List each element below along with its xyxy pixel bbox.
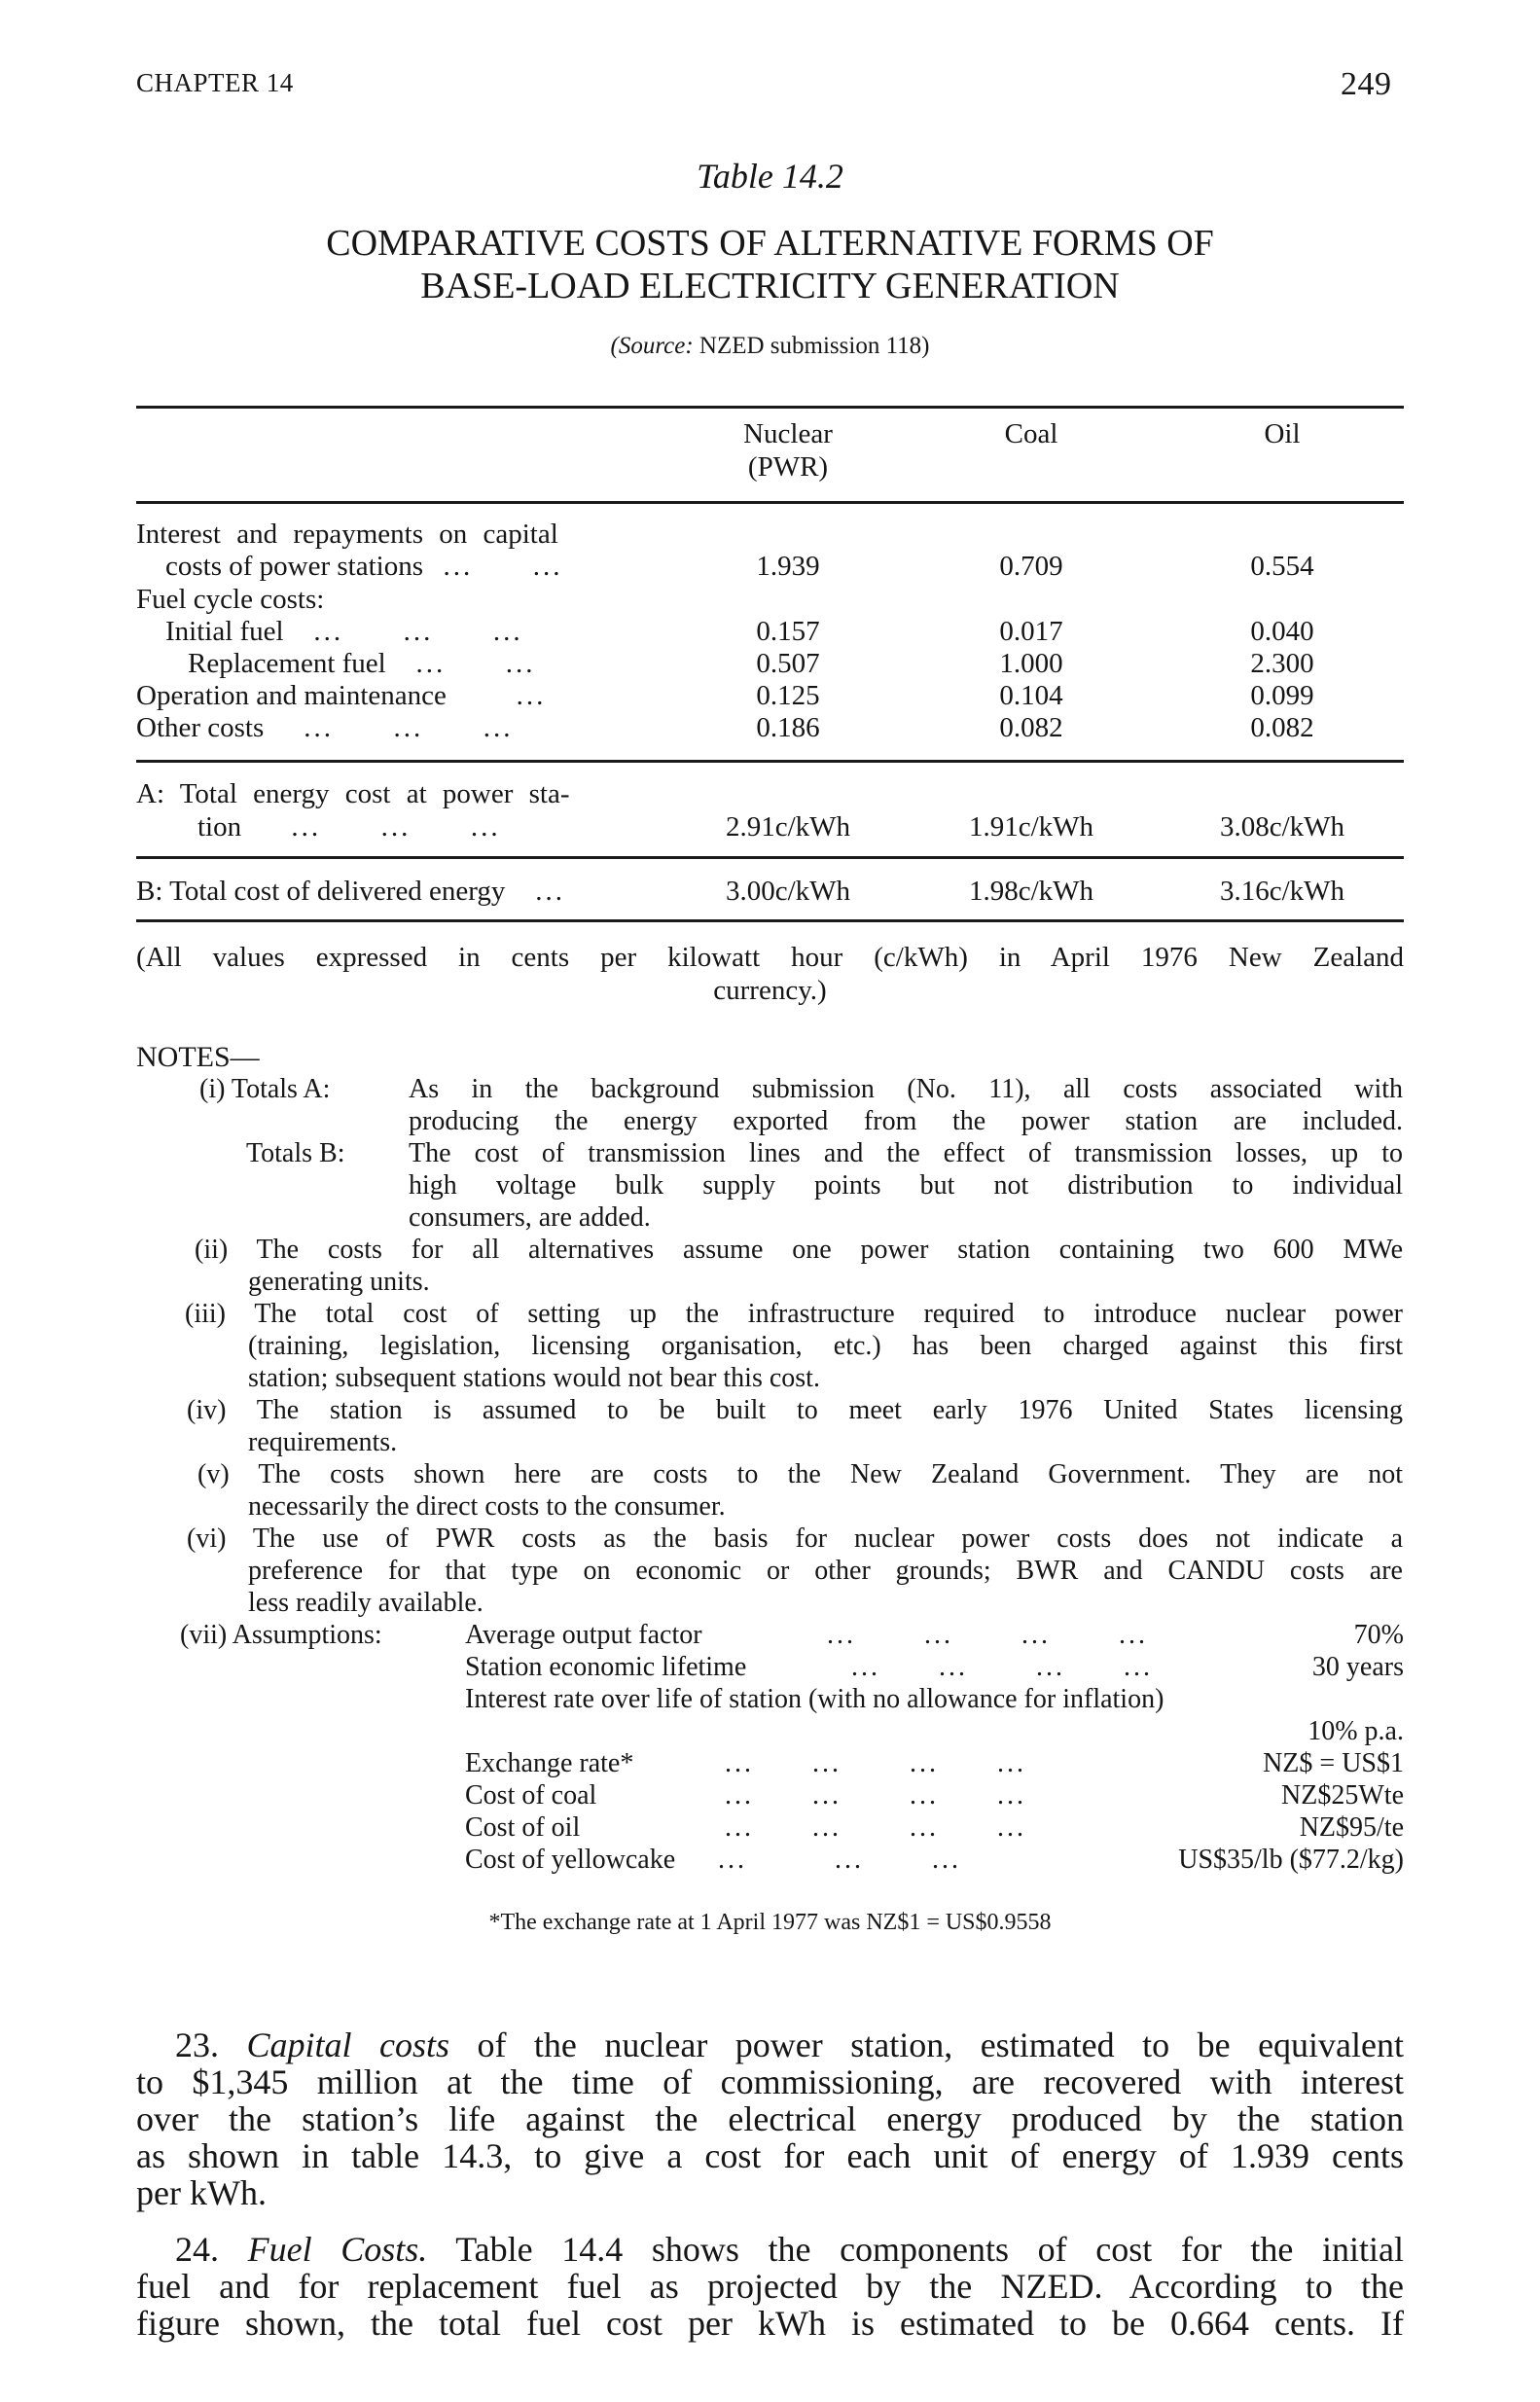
paragraph-24-heading: Fuel Costs. <box>247 2230 428 2269</box>
assumption-label: Average output factor <box>465 1620 702 1650</box>
assumption-leader: ... ... ... ... <box>725 1780 1026 1810</box>
col-header-oil: Oil <box>1264 418 1301 449</box>
note-i-b-label: Totals B: <box>246 1138 345 1168</box>
paragraph-23-line: of the nuclear power station, estimated to be equivalent <box>477 2026 1405 2064</box>
paragraph-23 <box>136 2026 1404 2211</box>
source-text: NZED submission 118) <box>698 333 930 359</box>
note-i-a-line2: producing the energy exported from the power station are included. <box>409 1106 1403 1136</box>
cell-operation-coal: 0.104 <box>999 680 1063 711</box>
row-label-interest-line2: costs of power stations <box>165 551 423 582</box>
table-header-rule <box>136 501 1404 504</box>
note-i-b-line2: high voltage bulk supply points but not distribution to individual <box>409 1170 1403 1201</box>
assumption-value: 70% <box>1353 1620 1404 1650</box>
total-a-coal: 1.91c/kWh <box>968 811 1094 842</box>
table-source <box>0 333 1540 360</box>
row-label-operation-wrap: Operation and maintenance ... <box>136 680 547 711</box>
paragraph-23-line: over the station’s life against the electrical energy produced by the station <box>136 2099 1404 2138</box>
assumption-value: NZ$ = US$1 <box>1263 1748 1404 1778</box>
assumption-value: NZ$25Wte <box>1281 1780 1404 1810</box>
total-a-label: A: Total energy cost at power sta- <box>136 778 570 809</box>
assumption-label: Cost of oil <box>465 1812 581 1843</box>
total-b-nuclear: 3.00c/kWh <box>725 876 851 907</box>
paragraph-23-line: as shown in table 14.3, to give a cost for each unit of energy of 1.939 cents <box>136 2136 1404 2175</box>
row-label-operation: Operation and maintenance <box>136 680 447 711</box>
table-title-line2: BASE-LOAD ELECTRICITY GENERATION <box>420 266 1120 306</box>
cell-other-oil: 0.082 <box>1250 712 1314 743</box>
total-b-oil: 3.16c/kWh <box>1219 876 1345 907</box>
paragraph-23-line: to $1,345 million at the time of commissioning, are recovered with interest <box>136 2062 1404 2101</box>
row-label-replacement-wrap: Replacement fuel ... ... <box>188 648 536 679</box>
row-label-fuel-cycle: Fuel cycle costs: <box>136 584 325 615</box>
note-iv-line1: (iv) The station is assumed to be built to meet early 1976 United States licensing <box>187 1395 1403 1425</box>
assumption-leader: ... ... ... <box>718 1845 961 1875</box>
table-label: Table 14.2 <box>697 157 843 196</box>
cell-replacement-nuclear: 0.507 <box>756 648 820 679</box>
col-header-nuclear: Nuclear <box>743 418 833 449</box>
page-number: 249 <box>1341 66 1392 102</box>
note-v-line1: (v) The costs shown here are costs to the New Zealand Government. They are not <box>197 1459 1403 1489</box>
paragraph-23-line: per kWh. <box>136 2173 267 2212</box>
cell-interest-coal: 0.709 <box>999 551 1063 582</box>
assumption-label: Station economic lifetime <box>465 1652 747 1682</box>
paragraph-24-line: fuel and for replacement fuel as projected by the NZED. According to the <box>136 2267 1404 2306</box>
note-iii-line1: (iii) The total cost of setting up the infrastructure required to introduce nuclear power <box>185 1299 1403 1329</box>
row-label-replacement-fuel: Replacement fuel <box>188 648 386 679</box>
total-b-coal: 1.98c/kWh <box>968 876 1094 907</box>
cell-replacement-oil: 2.300 <box>1250 648 1314 679</box>
note-i-a-line1: As in the background submission (No. 11), all costs associated with <box>409 1074 1403 1104</box>
cell-other-coal: 0.082 <box>999 712 1063 743</box>
table-body-rule <box>136 760 1404 763</box>
cell-replacement-coal: 1.000 <box>999 648 1063 679</box>
table-total-a-rule <box>136 856 1404 859</box>
assumption-label: Interest rate over life of station (with no allowance for inflation) <box>465 1684 1164 1714</box>
row-label-other: Other costs <box>136 712 265 743</box>
total-b-label: B: Total cost of delivered energy <box>136 876 506 907</box>
note-vii-label: (vii) Assumptions: <box>180 1620 382 1650</box>
note-v-line2: necessarily the direct costs to the consumer. <box>248 1491 726 1522</box>
assumption-value: US$35/lb ($77.2/kg) <box>1178 1845 1404 1875</box>
note-vi-line3: less readily available. <box>248 1588 483 1618</box>
paragraph-24-line: Table 14.4 shows the components of cost for the initial <box>455 2230 1405 2269</box>
total-a-nuclear: 2.91c/kWh <box>725 811 851 842</box>
note-iii-line2: (training, legislation, licensing organisation, etc.) has been charged against this first <box>248 1331 1403 1361</box>
note-iii-line3: station; subsequent stations would not bear this cost. <box>248 1363 820 1393</box>
row-label-interest: Interest and repayments on capital <box>136 519 558 550</box>
assumption-label: Cost of coal <box>465 1780 597 1810</box>
paragraph-23-number: 23. <box>175 2026 219 2064</box>
cell-initial-fuel-coal: 0.017 <box>999 616 1063 647</box>
row-label-initial-fuel-wrap: Initial fuel ... ... ... <box>165 616 523 647</box>
note-i-label: (i) Totals A: <box>199 1074 331 1104</box>
units-footnote-line1: (All values expressed in cents per kilowatt hour (c/kWh) in April 1976 New Zealand <box>136 942 1404 973</box>
note-i-b-line1: The cost of transmission lines and the effect of transmission losses, up to <box>409 1138 1403 1168</box>
assumption-label: Cost of yellowcake <box>465 1845 676 1875</box>
total-b-label-wrap: B: Total cost of delivered energy ... <box>136 876 565 907</box>
cell-interest-oil: 0.554 <box>1250 551 1314 582</box>
table-title-line1: COMPARATIVE COSTS OF ALTERNATIVE FORMS OF <box>326 223 1214 264</box>
note-iv-line2: requirements. <box>248 1427 398 1457</box>
cell-initial-fuel-nuclear: 0.157 <box>756 616 820 647</box>
cell-operation-nuclear: 0.125 <box>756 680 820 711</box>
table-top-rule <box>136 406 1404 409</box>
paragraph-24 <box>136 2231 1404 2342</box>
cell-initial-fuel-oil: 0.040 <box>1250 616 1314 647</box>
note-vi-line2: preference for that type on economic or other grounds; BWR and CANDU costs are <box>248 1556 1403 1586</box>
row-label-other-wrap: Other costs ... ... ... <box>136 712 514 743</box>
row-label-interest-cont: costs of power stations ... ... <box>165 551 563 582</box>
source-label: (Source: <box>610 333 694 359</box>
cell-other-nuclear: 0.186 <box>756 712 820 743</box>
assumption-label: Exchange rate* <box>465 1748 634 1778</box>
assumption-value: 30 years <box>1311 1652 1404 1682</box>
assumption-leader: ... ... ... ... <box>827 1620 1148 1650</box>
table-bottom-rule <box>136 919 1404 922</box>
cell-interest-nuclear: 1.939 <box>756 551 820 582</box>
assumption-value: NZ$95/te <box>1299 1812 1404 1843</box>
paragraph-23-heading: Capital costs <box>246 2026 449 2064</box>
notes-heading: NOTES— <box>136 1041 260 1073</box>
paragraph-24-line: figure shown, the total fuel cost per kWh is estimated to be 0.664 cents. If <box>136 2304 1404 2343</box>
assumption-leader: ... ... ... ... <box>851 1652 1153 1682</box>
col-header-nuclear-type: (PWR) <box>747 451 829 483</box>
chapter-heading: CHAPTER 14 <box>136 68 294 97</box>
note-ii-line2: generating units. <box>248 1267 430 1297</box>
assumption-value: 10% p.a. <box>1307 1716 1404 1746</box>
units-footnote-line2: currency.) <box>713 975 827 1006</box>
total-a-label-line2: tion <box>197 811 242 842</box>
total-a-oil: 3.08c/kWh <box>1219 811 1345 842</box>
assumption-leader: ... ... ... ... <box>725 1812 1026 1843</box>
note-ii-line1: (ii) The costs for all alternatives assume one power station containing two 600 MWe <box>195 1235 1403 1265</box>
total-a-label-cont: tion ... ... ... <box>197 811 501 842</box>
paragraph-24-number: 24. <box>175 2230 219 2269</box>
note-i-b-line3: consumers, are added. <box>409 1202 651 1233</box>
row-label-initial-fuel: Initial fuel <box>165 616 284 647</box>
note-vi-line1: (vi) The use of PWR costs as the basis for nuclear power costs does not indicate a <box>187 1524 1403 1554</box>
assumption-leader: ... ... ... ... <box>725 1748 1026 1778</box>
col-header-coal: Coal <box>1004 418 1058 449</box>
cell-operation-oil: 0.099 <box>1250 680 1314 711</box>
exchange-rate-footnote: *The exchange rate at 1 April 1977 was NZ$1 = US$0.9558 <box>488 1910 1052 1935</box>
